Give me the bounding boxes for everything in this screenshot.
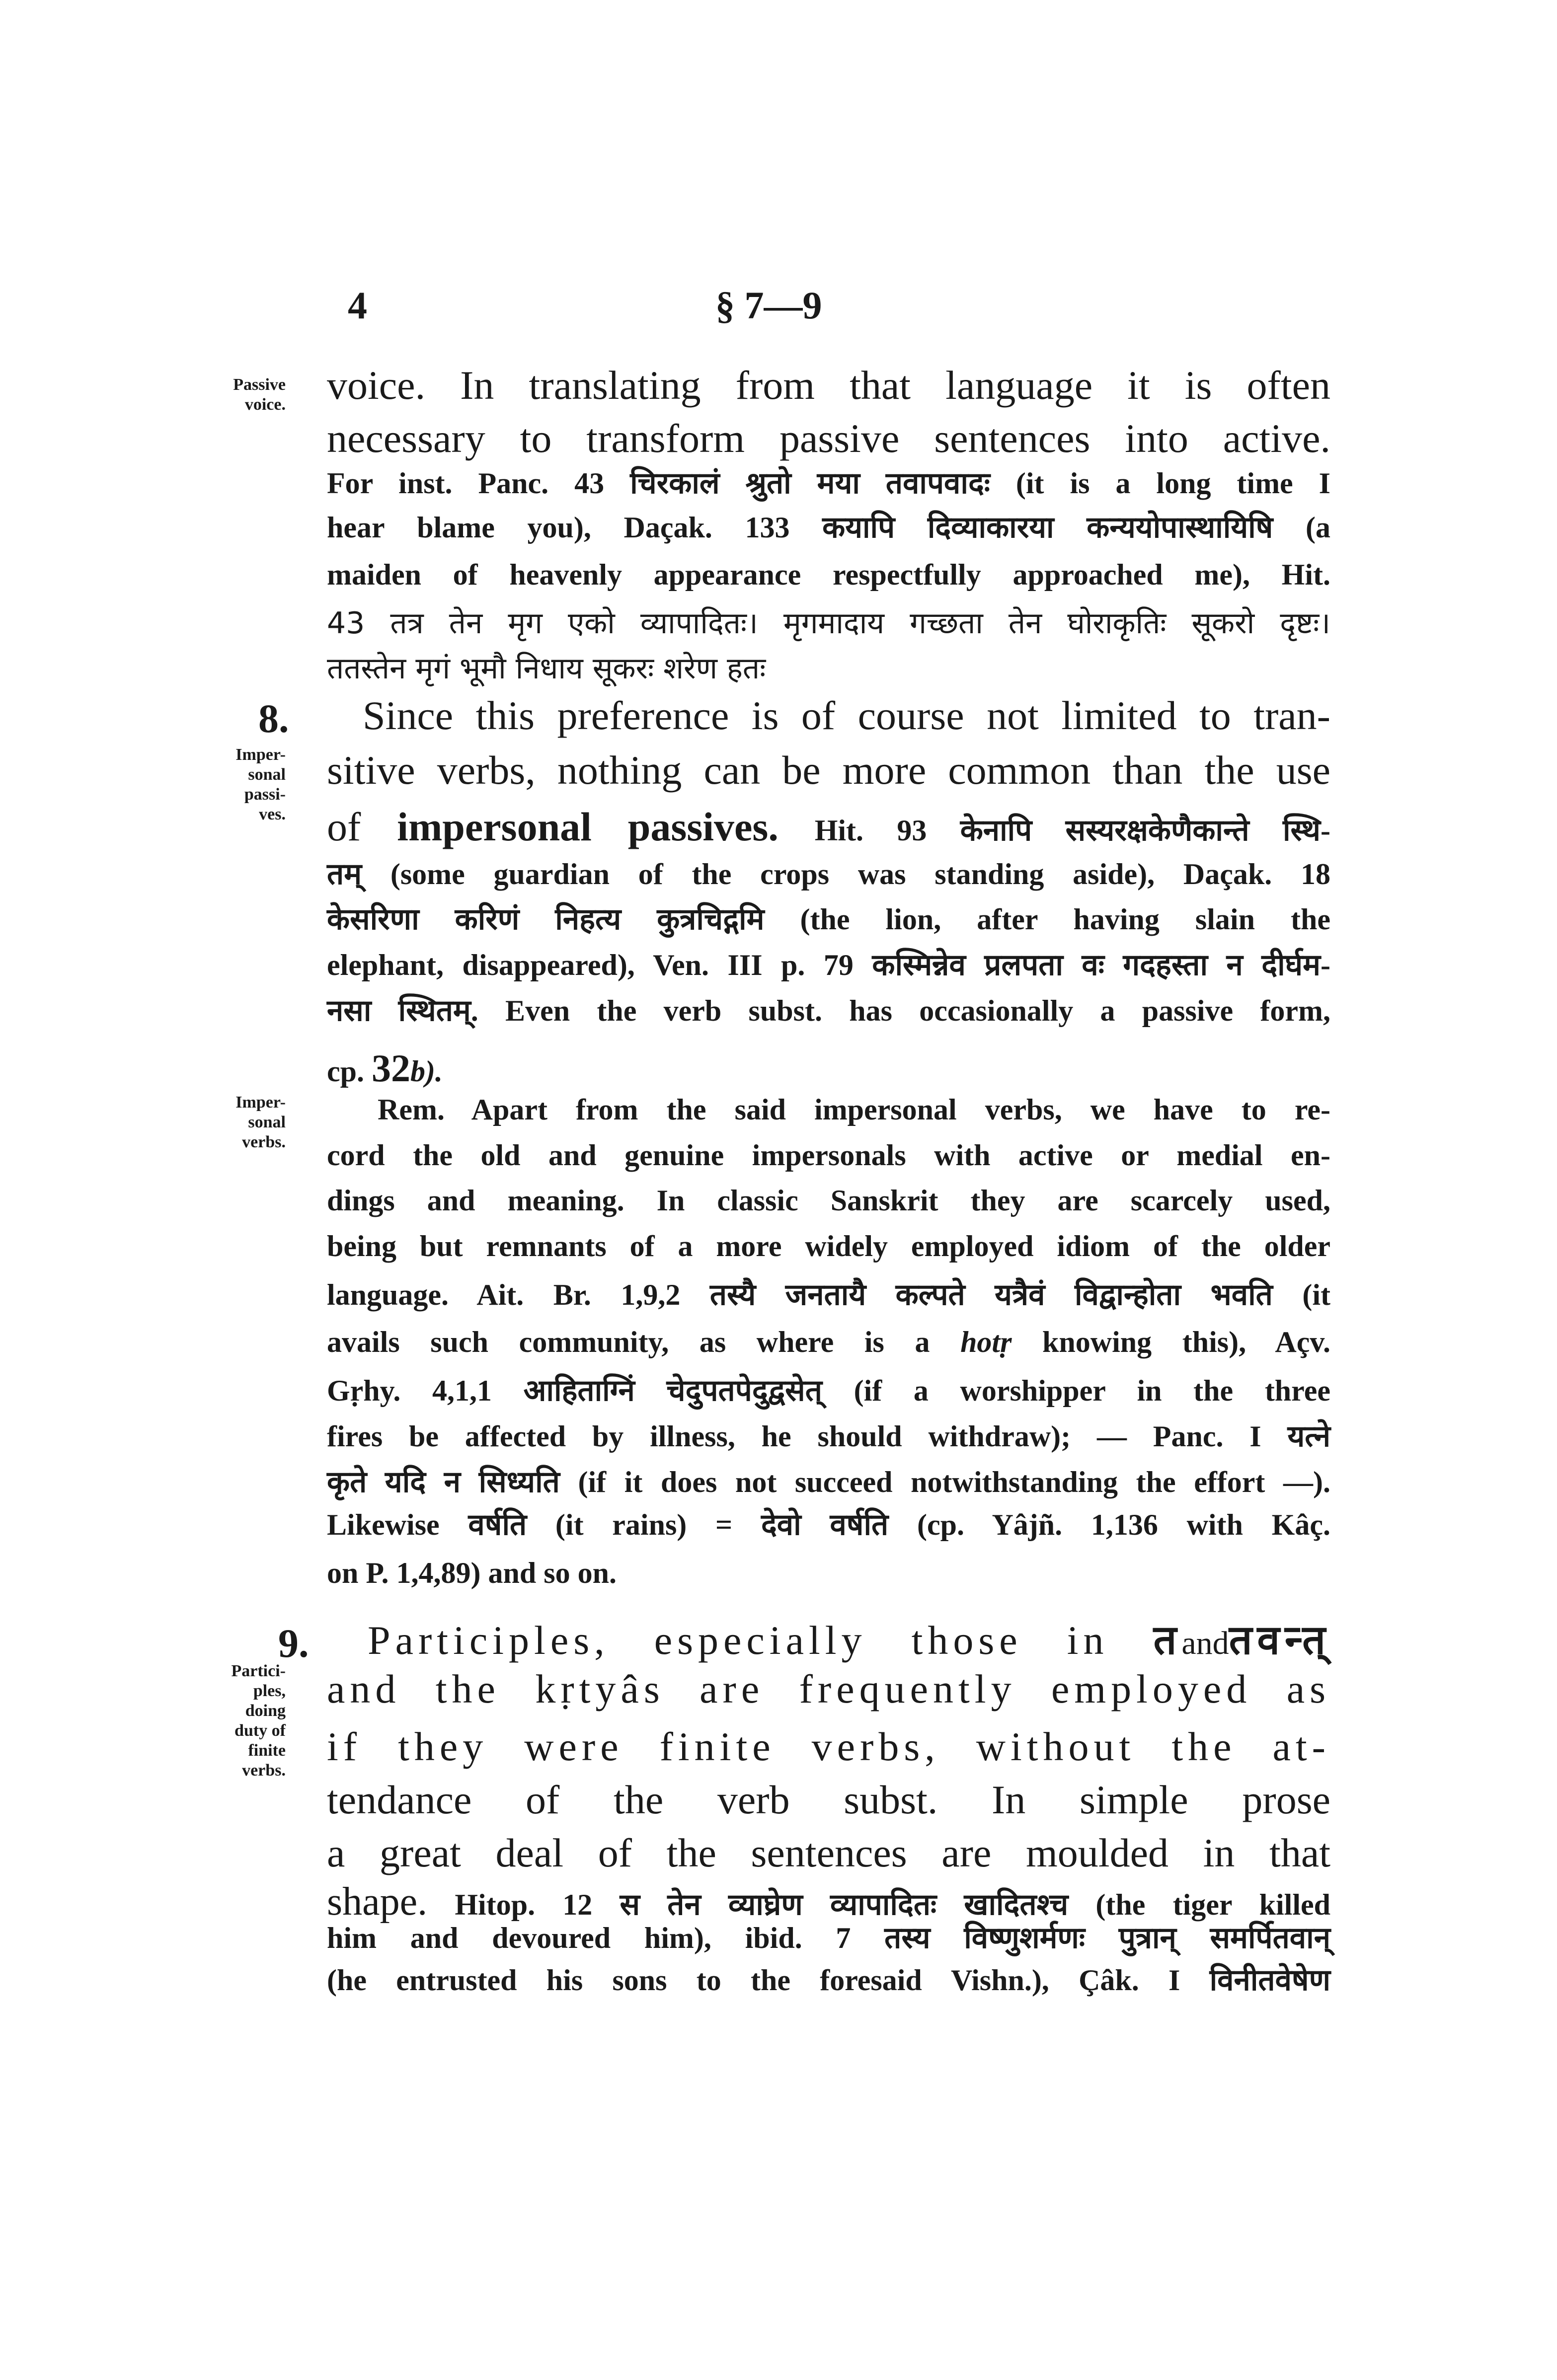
margin-note-line: Partici- xyxy=(231,1662,286,1680)
italic-term: hotṛ xyxy=(960,1326,1012,1358)
text-line: being but remnants of a more widely employed idiom of the older xyxy=(327,1230,1330,1263)
text-line: tendance of the verb subst. In simple prose xyxy=(327,1777,1330,1822)
margin-note-impersonal-passives xyxy=(171,745,286,824)
text-line: cord the old and genuine impersonals with active or medial en- xyxy=(327,1139,1330,1172)
sanskrit-suffix: तवन्त् xyxy=(1229,1617,1331,1664)
text-segment: avails such community, as where is a xyxy=(327,1326,930,1358)
text-segment: Hit. 93 केनापि सस्यरक्षकेणैकान्ते स्थि- xyxy=(814,814,1330,847)
text-line: a great deal of the sentences are moulded in that xyxy=(327,1830,1330,1875)
text-line: Likewise वर्षति (it rains) = देवो वर्षति (cp. Yâjñ. 1,136 with Kâç. xyxy=(327,1508,1330,1541)
margin-note-line: duty of xyxy=(234,1721,286,1740)
text-line: him and devoured him), ibid. 7 तस्य विष्णुशर्मणः पुत्रान् समर्पितवान् xyxy=(327,1922,1330,1954)
text-line xyxy=(327,804,1330,849)
section-number-8: 8. xyxy=(258,696,289,741)
text-segment: of xyxy=(327,804,361,849)
page-number: 4 xyxy=(348,284,367,327)
text-line: Gṛhy. 4,1,1 आहिताग्निं चेदुपतपेदुद्वसेत् (if a worshipper in the three xyxy=(327,1374,1330,1407)
text-line: Rem. Apart from the said impersonal verbs, we have to re- xyxy=(378,1093,1330,1126)
text-segment: knowing this), Açv. xyxy=(1042,1326,1331,1358)
margin-note-passive-voice xyxy=(171,375,286,415)
margin-note-line: Imper- xyxy=(235,1093,286,1112)
sanskrit-suffix: त xyxy=(1153,1617,1182,1664)
text-line: केसरिणा करिणं निहत्य कुत्रचिद्गमि (the lion, after having slain the xyxy=(327,903,1330,936)
text-line: on P. 1,4,89) and so on. xyxy=(327,1557,617,1589)
text-segment: Hitop. 12 स तेन व्याघ्रेण व्यापादितः खादितश्च (the tiger killed xyxy=(455,1888,1331,1921)
margin-note-line: passi- xyxy=(244,785,286,804)
margin-note-line: finite xyxy=(248,1741,286,1760)
margin-note-line: Passive xyxy=(233,375,286,394)
text-line: necessary to transform passive sentences into active. xyxy=(327,416,1330,461)
margin-note-line: Imper- xyxy=(235,745,286,764)
text-line: elephant, disappeared), Ven. III p. 79 कस्मिन्नेव प्रलपता वः गदहस्ता न दीर्घम- xyxy=(327,949,1330,981)
emphasis-term: impersonal passives. xyxy=(397,804,778,849)
text-line: नसा स्थितम्. Even the verb subst. has occasionally a passive form, xyxy=(327,994,1330,1027)
text-segment: Participles, especially those in xyxy=(368,1618,1109,1663)
text-line xyxy=(327,1046,1330,1090)
margin-note-line: verbs. xyxy=(242,1133,286,1151)
text-line: कृते यदि न सिध्यति (if it does not succeed notwithstanding the effort —). xyxy=(327,1466,1330,1498)
margin-note-participles xyxy=(171,1661,286,1781)
margin-note-line: verbs. xyxy=(242,1761,286,1780)
margin-note-impersonal-verbs xyxy=(171,1093,286,1152)
margin-note-line: doing xyxy=(245,1702,286,1720)
text-line: language. Ait. Br. 1,9,2 तस्यै जनतायै कल्पते यत्रैवं विद्वान्होता भवति (it xyxy=(327,1278,1330,1311)
text-segment: shape. xyxy=(327,1880,428,1924)
text-line: voice. In translating from that language it is often xyxy=(327,363,1330,408)
text-line: For inst. Panc. 43 चिरकालं श्रुतो मया तवापवादः (it is a long time I xyxy=(327,467,1330,500)
text-line: (he entrusted his sons to the foresaid Vishn.), Çâk. I विनीतवेषेण xyxy=(327,1964,1330,1997)
sanskrit-line: 43 तत्र तेन मृग एको व्यापादितः। मृगमादाय गच्छता तेन घोराकृतिः सूकरो दृष्टः। xyxy=(327,606,1330,641)
text-line: dings and meaning. In classic Sanskrit they are scarcely used, xyxy=(327,1184,1330,1217)
text-line xyxy=(327,1327,1330,1357)
text-line xyxy=(327,1880,1331,1924)
text-line: hear blame you), Daçak. 133 कयापि दिव्याकारया कन्ययोपास्थायिषि (a xyxy=(327,511,1330,544)
text-line: maiden of heavenly appearance respectfully approached me), Hit. xyxy=(327,558,1330,591)
text-segment: b). xyxy=(410,1055,443,1088)
text-segment: cp. xyxy=(327,1055,364,1088)
paragraph-reference: 32 xyxy=(372,1046,410,1090)
text-line: Since this preference is of course not limited to tran- xyxy=(363,693,1330,738)
text-line: fires be affected by illness, he should withdraw); — Panc. I यत्ने xyxy=(327,1420,1330,1453)
margin-note-line: ves. xyxy=(259,805,286,823)
margin-note-line: sonal xyxy=(248,765,286,784)
section-number-9: 9. xyxy=(278,1621,309,1666)
sanskrit-line: ततस्तेन मृगं भूमौ निधाय सूकरः शरेण हतः xyxy=(327,651,766,686)
text-line: sitive verbs, nothing can be more common than the use xyxy=(327,747,1330,793)
text-line xyxy=(368,1617,1331,1664)
text-line: if they were finite verbs, without the at- xyxy=(327,1724,1330,1769)
section-range-header: § 7—9 xyxy=(715,284,822,327)
text-line: and the kṛtyâs are frequently employed as xyxy=(327,1666,1330,1711)
margin-note-line: voice. xyxy=(244,395,286,414)
text-segment: and xyxy=(1181,1625,1229,1661)
margin-note-line: sonal xyxy=(248,1113,286,1131)
text-line: तम् (some guardian of the crops was standing aside), Daçak. 18 xyxy=(327,858,1330,891)
margin-note-line: ples, xyxy=(253,1682,286,1700)
